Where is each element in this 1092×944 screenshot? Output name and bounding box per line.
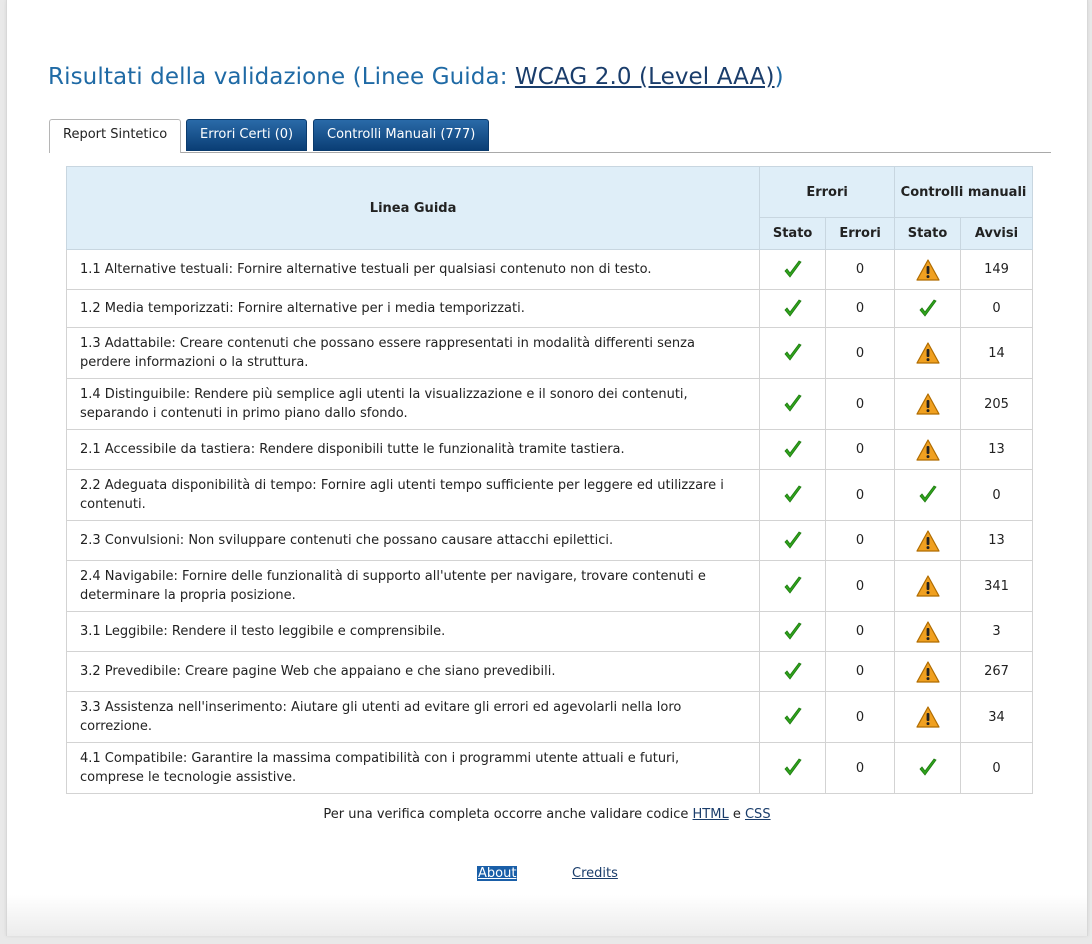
error-state-cell [760,612,826,652]
warning-count-cell: 267 [961,652,1033,692]
warning-icon [916,664,940,679]
guideline-cell: 2.3 Convulsioni: Non sviluppare contenuti che possano causare attacchi epilettici. [67,521,760,561]
error-count-cell: 0 [826,379,895,430]
header-manual-group: Controlli manuali [895,167,1033,218]
check-icon [783,624,803,639]
guideline-cell: 3.2 Prevedibile: Creare pagine Web che appaiano e che siano prevedibili. [67,652,760,692]
check-icon [783,761,803,776]
page-title-prefix: Risultati della validazione (Linee Guida: [48,64,515,90]
table-row [67,652,1033,692]
table-row [67,521,1033,561]
check-icon [783,488,803,503]
table-row [67,430,1033,470]
error-count-cell: 0 [826,612,895,652]
warning-count-cell: 0 [961,470,1033,521]
warning-icon [916,624,940,639]
manual-state-cell [895,612,961,652]
manual-state-cell [895,743,961,794]
warning-icon [916,397,940,412]
manual-state-cell [895,470,961,521]
check-icon [783,710,803,725]
header-errors-group: Errori [760,167,895,218]
header-error-state: Stato [760,218,826,250]
manual-state-cell [895,290,961,328]
guideline-cell: 2.2 Adeguata disponibilità di tempo: Fornire agli utenti tempo sufficiente per leggere ed utilizzare i contenuti. [67,470,760,521]
warning-count-cell: 3 [961,612,1033,652]
error-state-cell [760,470,826,521]
error-count-cell: 0 [826,521,895,561]
report-table [66,166,1033,794]
table-row [67,250,1033,290]
guideline-cell: 2.1 Accessibile da tastiera: Rendere disponibili tutte le funzionalità tramite tastiera. [67,430,760,470]
error-state-cell [760,430,826,470]
error-state-cell [760,692,826,743]
check-icon [783,346,803,361]
check-icon [918,301,938,316]
table-row [67,743,1033,794]
warning-count-cell: 13 [961,430,1033,470]
warning-icon [916,579,940,594]
table-row [67,290,1033,328]
warning-icon [916,442,940,457]
error-count-cell: 0 [826,692,895,743]
manual-state-cell [895,430,961,470]
css-validator-link[interactable]: CSS [744,807,771,822]
guideline-cell: 1.2 Media temporizzati: Fornire alternative per i media temporizzati. [67,290,760,328]
warning-count-cell: 13 [961,521,1033,561]
header-guideline: Linea Guida [67,167,760,250]
header-manual-state: Stato [895,218,961,250]
error-state-cell [760,379,826,430]
manual-state-cell [895,692,961,743]
guideline-cell: 1.3 Adattabile: Creare contenuti che possano essere rappresentati in modalità differenti senza perdere informazioni o la struttura. [67,328,760,379]
warning-icon [916,262,940,277]
table-row [67,561,1033,612]
check-icon [918,488,938,503]
error-count-cell: 0 [826,561,895,612]
check-icon [918,761,938,776]
header-error-count: Errori [826,218,895,250]
error-state-cell [760,743,826,794]
table-row [67,692,1033,743]
error-count-cell: 0 [826,430,895,470]
error-count-cell: 0 [826,652,895,692]
tab-errori-certi[interactable]: Errori Certi (0) [186,119,307,151]
error-count-cell: 0 [826,743,895,794]
validation-note-conj: e [728,807,745,822]
warning-count-cell: 149 [961,250,1033,290]
warning-icon [916,346,940,361]
manual-state-cell [895,561,961,612]
warning-count-cell: 14 [961,328,1033,379]
tab-report-sintetico[interactable]: Report Sintetico [49,119,181,153]
page-title [48,64,784,90]
error-state-cell [760,652,826,692]
guideline-link[interactable]: WCAG 2.0 (Level AAA) [514,64,775,90]
header-warnings: Avvisi [961,218,1033,250]
error-state-cell [760,250,826,290]
error-count-cell: 0 [826,250,895,290]
validation-note [7,807,1087,822]
warning-count-cell: 0 [961,290,1033,328]
table-row [67,379,1033,430]
check-icon [783,442,803,457]
table-row [67,470,1033,521]
guideline-cell: 2.4 Navigabile: Fornire delle funzionalità di supporto all'utente per navigare, trovare contenuti e determinare la propria posizione. [67,561,760,612]
error-state-cell [760,561,826,612]
guideline-cell: 3.1 Leggibile: Rendere il testo leggibile e comprensibile. [67,612,760,652]
check-icon [783,301,803,316]
warning-icon [916,533,940,548]
about-link[interactable]: About [478,866,517,881]
credits-link[interactable]: Credits [572,866,618,881]
check-icon [783,262,803,277]
warning-count-cell: 34 [961,692,1033,743]
warning-icon [916,710,940,725]
guideline-cell: 4.1 Compatibile: Garantire la massima compatibilità con i programmi utente attuali e futuri, comprese le tecnologie assistive. [67,743,760,794]
html-validator-link[interactable]: HTML [692,807,729,822]
check-icon [783,579,803,594]
error-count-cell: 0 [826,290,895,328]
page-title-suffix: ) [774,64,784,90]
manual-state-cell [895,521,961,561]
validation-note-text: Per una verifica completa occorre anche validare codice [323,807,693,822]
guideline-cell: 1.1 Alternative testuali: Fornire alternative testuali per qualsiasi contenuto non di testo. [67,250,760,290]
check-icon [783,664,803,679]
table-row [67,612,1033,652]
check-icon [783,397,803,412]
page [6,0,1088,936]
error-count-cell: 0 [826,470,895,521]
manual-state-cell [895,250,961,290]
manual-state-cell [895,379,961,430]
table-row [67,328,1033,379]
warning-count-cell: 341 [961,561,1033,612]
manual-state-cell [895,328,961,379]
error-state-cell [760,290,826,328]
manual-state-cell [895,652,961,692]
tab-bar [49,119,1051,153]
check-icon [783,533,803,548]
warning-count-cell: 0 [961,743,1033,794]
error-state-cell [760,328,826,379]
tab-controlli-manuali[interactable]: Controlli Manuali (777) [313,119,489,151]
guideline-cell: 3.3 Assistenza nell'inserimento: Aiutare gli utenti ad evitare gli errori ed agevolarli nella loro correzione. [67,692,760,743]
error-count-cell: 0 [826,328,895,379]
error-state-cell [760,521,826,561]
guideline-cell: 1.4 Distinguibile: Rendere più semplice agli utenti la visualizzazione e il sonoro dei contenuti, separando i contenuti in primo piano dallo sfondo. [67,379,760,430]
warning-count-cell: 205 [961,379,1033,430]
